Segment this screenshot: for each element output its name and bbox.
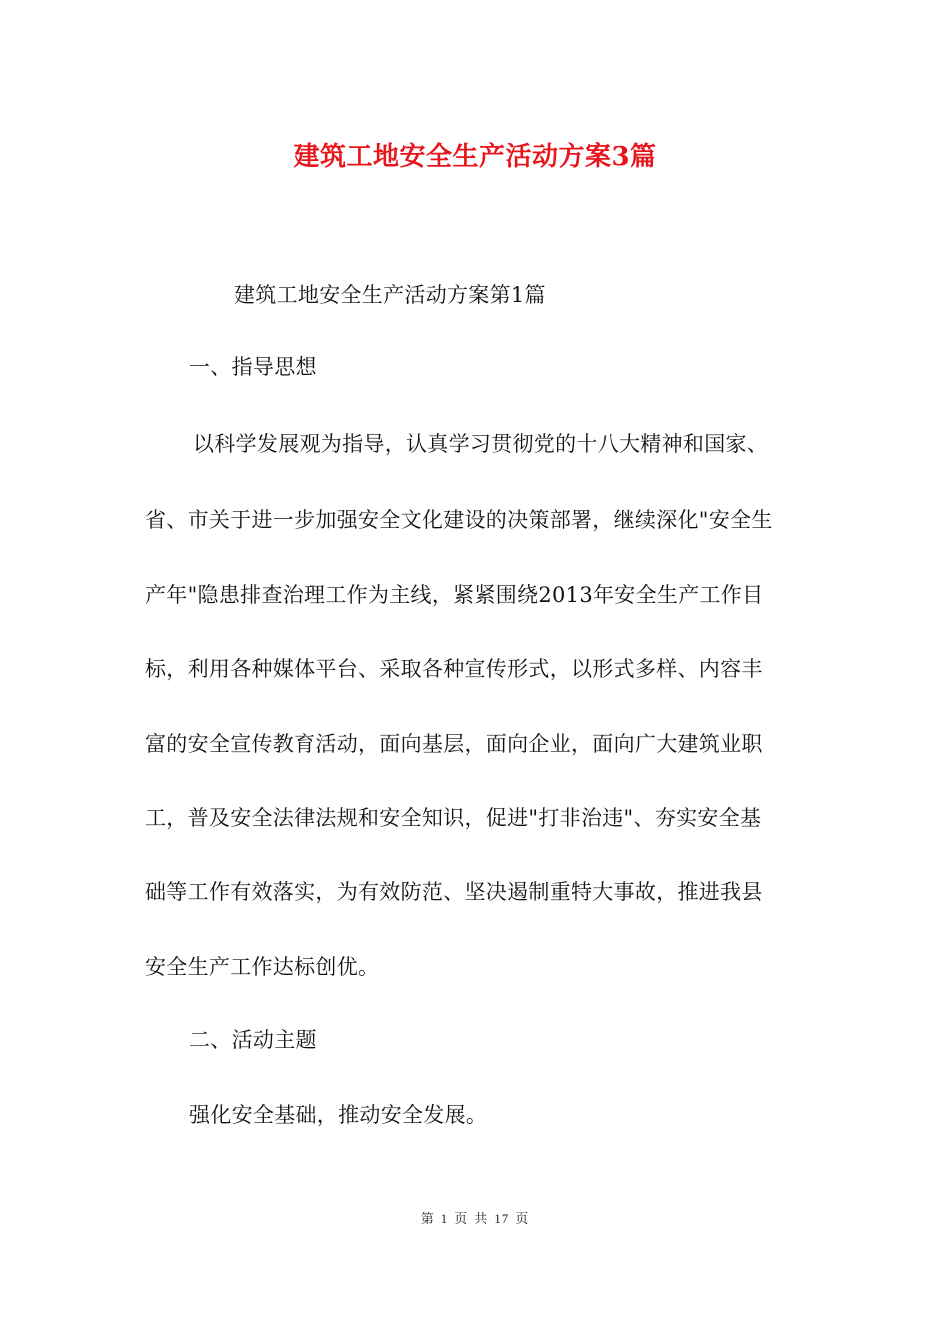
footer-current-page: 1 [440,1211,449,1226]
paragraph-line: 产年"隐患排查治理工作为主线，紧紧围绕2013年安全生产工作目 [145,583,764,607]
page-footer [0,1208,950,1227]
footer-total-pages: 17 [494,1211,510,1226]
paragraph-line: 础等工作有效落实，为有效防范、坚决遏制重特大事故，推进我县 [145,880,763,904]
paragraph-line: 富的安全宣传教育活动，面向基层，面向企业，面向广大建筑业职 [145,732,763,756]
section2-heading: 二、活动主题 [189,1028,317,1052]
paragraph-line: 标，利用各种媒体平台、采取各种宣传形式，以形式多样、内容丰 [145,657,763,681]
paragraph-line: 省、市关于进一步加强安全文化建设的决策部署，继续深化"安全生 [145,508,773,532]
footer-prefix: 第 [420,1211,435,1226]
paragraph-line: 安全生产工作达标创优。 [145,955,380,979]
footer-suffix: 页 [515,1211,530,1226]
section-subtitle: 建筑工地安全生产活动方案第1篇 [234,283,546,307]
section2-text: 强化安全基础，推动安全发展。 [189,1103,488,1127]
document-title: 建筑工地安全生产活动方案3篇 [293,142,657,172]
paragraph-line: 工，普及安全法律法规和安全知识，促进"打非治违"、夯实安全基 [145,806,762,830]
paragraph-line: 以科学发展观为指导，认真学习贯彻党的十八大精神和国家、 [193,432,769,456]
footer-total-label: 共 [474,1211,489,1226]
footer-page-label: 页 [454,1211,469,1226]
section1-heading: 一、指导思想 [189,355,317,379]
